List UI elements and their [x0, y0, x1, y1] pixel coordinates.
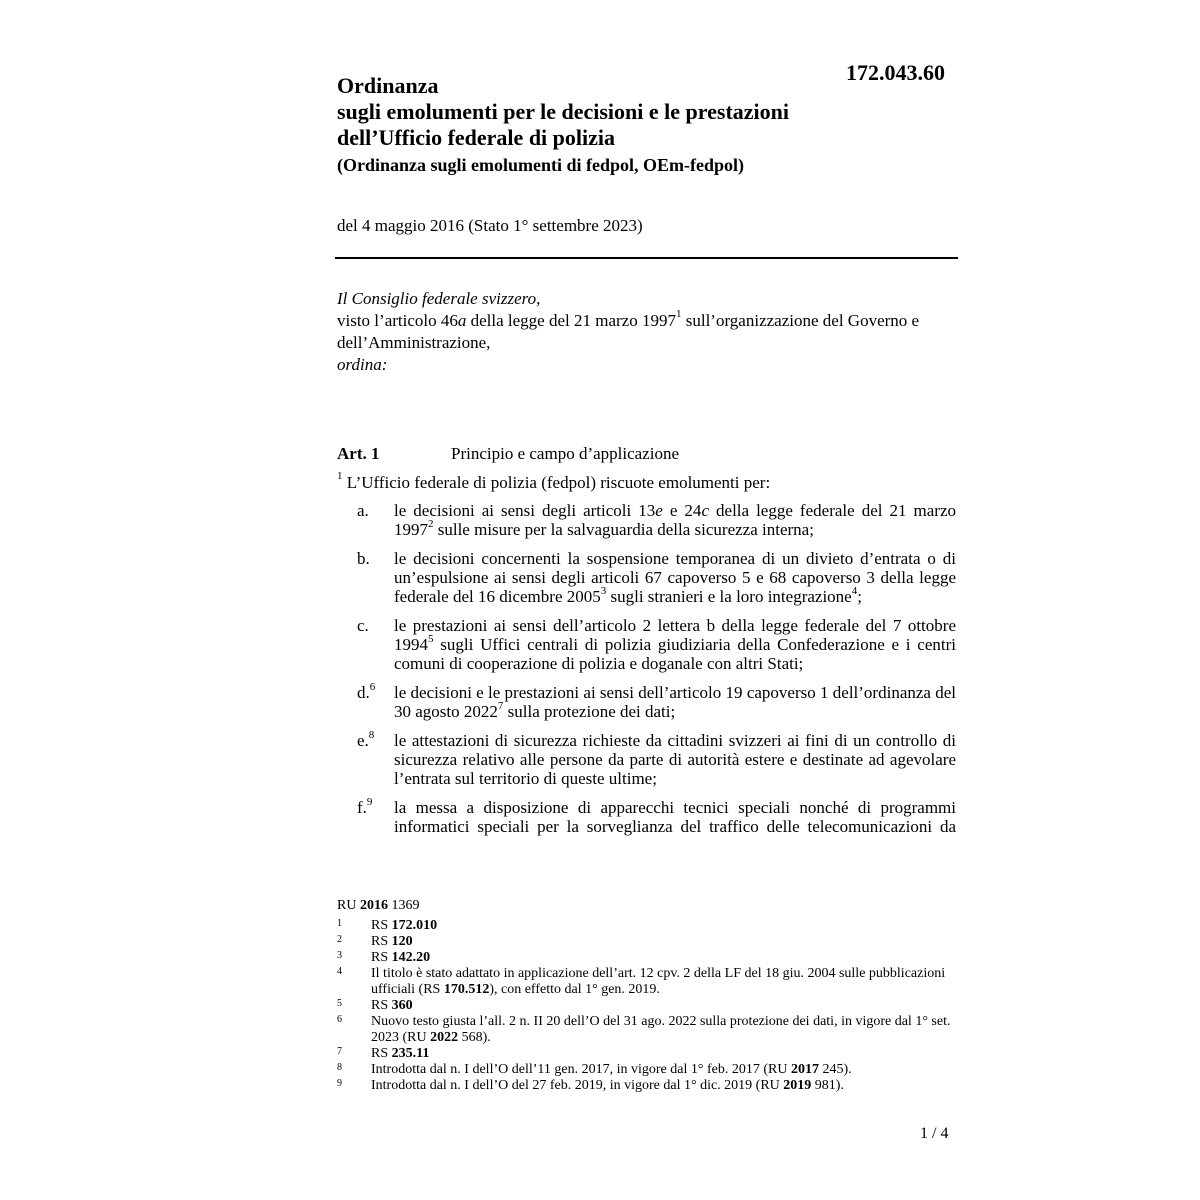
preamble-visto-text: visto l’articolo 46: [337, 311, 458, 330]
bold-ref: 2017: [790, 1062, 819, 1077]
footnote-ref[interactable]: 4: [851, 585, 858, 597]
footnote-text: [371, 1014, 951, 1046]
separator-rule: [335, 257, 958, 259]
footnote-number: 7: [337, 1046, 342, 1057]
title-line: Ordinanza: [337, 73, 439, 98]
list-item-label: [357, 731, 394, 788]
footnote-text: [371, 1046, 951, 1062]
footnote: [337, 998, 957, 1014]
list-item-letter: c.: [357, 616, 369, 635]
list-item-label: [357, 501, 394, 539]
ru-page: 1369: [387, 898, 420, 913]
article-paragraph: [337, 472, 957, 493]
list-item-text: [394, 683, 956, 721]
text-run: 981).: [811, 1078, 844, 1093]
footnote-ref[interactable]: 9: [366, 796, 373, 808]
footnote-text: [371, 950, 951, 966]
preamble-authority: Il Consiglio federale svizzero,: [337, 289, 541, 308]
document-title: [337, 73, 937, 151]
footnote: [337, 966, 957, 998]
footnote: [337, 1062, 957, 1078]
footnote-text: [371, 918, 951, 934]
list-item-text: [394, 501, 956, 539]
page-number: 1 / 4: [920, 1125, 949, 1142]
title-line: sugli emolumenti per le decisioni e le prestazioni: [337, 99, 789, 124]
bold-ref: 170.512: [443, 982, 490, 997]
title-line: dell’Ufficio federale di polizia: [337, 125, 615, 150]
bold-ref: 2022: [430, 1030, 459, 1045]
text-run: la messa a disposizione di apparecchi tecnici speciali nonché di programmi informatici speciali per la sorveglianza del traffico delle telecomunicazioni da: [394, 798, 956, 836]
list-item-letter: b.: [357, 549, 370, 568]
text-run: le decisioni e le prestazioni ai sensi dell’articolo 19 capoverso 1 dell’ordinanza del 30 agosto 2022: [394, 683, 956, 721]
text-run: ), con effetto dal 1° gen. 2019.: [489, 982, 660, 997]
article-list: [357, 501, 957, 846]
bold-ref: 360: [391, 998, 413, 1013]
text-run: sugli Uffici centrali di polizia giudiziaria della Confederazione e i centri comuni di cooperazione di polizia e doganale con altri Stati;: [394, 635, 956, 673]
footnote-text: [371, 998, 951, 1014]
paragraph-number: 1: [337, 470, 343, 482]
list-item-label: [357, 616, 394, 673]
footnote-number: 5: [337, 998, 342, 1009]
list-item-letter: e.: [357, 731, 369, 750]
footnote-ref[interactable]: 2: [428, 518, 434, 530]
document-short-title: (Ordinanza sugli emolumenti di fedpol, OEm-fedpol): [337, 155, 745, 175]
list-item-text: [394, 731, 956, 788]
text-run: ;: [857, 587, 862, 606]
text-run: e 24: [662, 501, 702, 520]
text-run: RS: [371, 950, 392, 965]
footnote-number: 4: [337, 966, 342, 977]
footnote-text: [371, 1062, 951, 1078]
footnote-ref[interactable]: 8: [368, 729, 375, 741]
text-run: le decisioni ai sensi degli articoli 13: [394, 501, 656, 520]
list-item: [357, 798, 957, 836]
list-item-letter: d.: [357, 683, 370, 702]
text-run: 245).: [818, 1062, 852, 1077]
preamble-visto-text: sull’organizzazione del Governo e dell’Amministrazione,: [337, 311, 920, 352]
list-item: [357, 683, 957, 721]
footnote-text: [371, 1078, 951, 1094]
list-item-label: [357, 683, 394, 721]
list-item-text: [394, 616, 956, 673]
list-item-text: [394, 798, 956, 836]
text-run: della legge federale del 21 marzo 1997: [394, 501, 957, 539]
text-run: le prestazioni ai sensi dell’articolo 2 lettera b della legge federale del 7 ottobre 1994: [394, 616, 956, 654]
list-item: [357, 731, 957, 788]
document-date: del 4 maggio 2016 (Stato 1° settembre 2023): [337, 216, 643, 235]
footnote-number: 8: [337, 1062, 342, 1073]
bold-ref: 142.20: [391, 950, 431, 965]
list-item-letter: f.: [357, 798, 367, 817]
list-item-letter: a.: [357, 501, 369, 520]
article-title: Principio e campo d’applicazione: [451, 444, 679, 463]
italic-letter: c: [701, 501, 709, 520]
list-item: [357, 549, 957, 606]
text-run: 568).: [458, 1030, 491, 1045]
bold-ref: 235.11: [391, 1046, 430, 1061]
paragraph-text: L’Ufficio federale di polizia (fedpol) riscuote emolumenti per:: [342, 473, 771, 492]
text-run: RS: [371, 998, 392, 1013]
text-run: RS: [371, 1046, 392, 1061]
footnote: [337, 1078, 957, 1094]
footnote-ref[interactable]: 3: [600, 585, 607, 597]
text-run: le attestazioni di sicurezza richieste da cittadini svizzeri ai fini di un controllo di sicurezza relativo alle persone da parte di autorità estere e destinate ad agevolare l’entrata sul territorio di queste ultime;: [394, 731, 956, 788]
article-heading: [337, 444, 679, 464]
footnote-number: 2: [337, 934, 342, 945]
ru-year: 2016: [359, 898, 388, 913]
footnotes: [337, 918, 957, 1094]
footnote-number: 1: [337, 918, 342, 929]
footnote: [337, 918, 957, 934]
preamble-ordina: ordina:: [337, 355, 388, 374]
official-compilation-ref: [337, 898, 419, 914]
bold-ref: 172.010: [391, 918, 438, 933]
footnote-ref[interactable]: 1: [675, 308, 682, 320]
footnote-number: 6: [337, 1014, 342, 1025]
footnote-text: [371, 966, 951, 998]
footnote-number: 3: [337, 950, 342, 961]
sr-number: 172.043.60: [846, 60, 945, 85]
footnote-text: [371, 934, 951, 950]
article-number: Art. 1: [337, 444, 380, 463]
list-item: [357, 616, 957, 673]
text-run: Introdotta dal n. I dell’O del 27 feb. 2019, in vigore dal 1° dic. 2019 (RU: [371, 1078, 784, 1093]
footnote: [337, 934, 957, 950]
list-item-label: [357, 798, 394, 836]
text-run: sulla protezione dei dati;: [503, 702, 676, 721]
footnote-ref[interactable]: 7: [497, 700, 504, 712]
text-run: Nuovo testo giusta l’all. 2 n. II 20 dell’O del 31 ago. 2022 sulla protezione dei dati, in vigore dal 1° set. 2023 (RU: [371, 1014, 951, 1045]
footnote-ref[interactable]: 6: [369, 681, 376, 693]
list-item-label: [357, 549, 394, 606]
preamble-visto-text: della legge del 21 marzo 1997: [466, 311, 676, 330]
preamble-visto: [337, 310, 957, 354]
bold-ref: 120: [391, 934, 413, 949]
italic-letter: e: [655, 501, 663, 520]
footnote: [337, 950, 957, 966]
preamble: [337, 288, 957, 376]
footnote: [337, 1046, 957, 1062]
preamble-visto-letter: a: [457, 311, 467, 330]
text-run: sulle misure per la salvaguardia della sicurezza interna;: [433, 520, 814, 539]
ru-prefix: RU: [337, 898, 360, 913]
text-run: sugli stranieri e la loro integrazione: [606, 587, 852, 606]
footnote-number: 9: [337, 1078, 342, 1089]
bold-ref: 2019: [783, 1078, 812, 1093]
text-run: Il titolo è stato adattato in applicazione dell’art. 12 cpv. 2 della LF del 18 giu. 2004 sulle pubblicazioni ufficiali (RS: [371, 966, 946, 997]
text-run: RS: [371, 934, 392, 949]
footnote: [337, 1014, 957, 1046]
text-run: RS: [371, 918, 392, 933]
text-run: le decisioni concernenti la sospensione temporanea di un divieto d’entrata o di un’espulsione ai sensi degli articoli 67 capoverso 5 e 68 capoverso 3 della legge federale del 16 dicembre 2005: [394, 549, 956, 606]
footnote-ref[interactable]: 5: [428, 633, 434, 645]
list-item-text: [394, 549, 956, 606]
list-item: [357, 501, 957, 539]
text-run: Introdotta dal n. I dell’O dell’11 gen. 2017, in vigore dal 1° feb. 2017 (RU: [371, 1062, 791, 1077]
